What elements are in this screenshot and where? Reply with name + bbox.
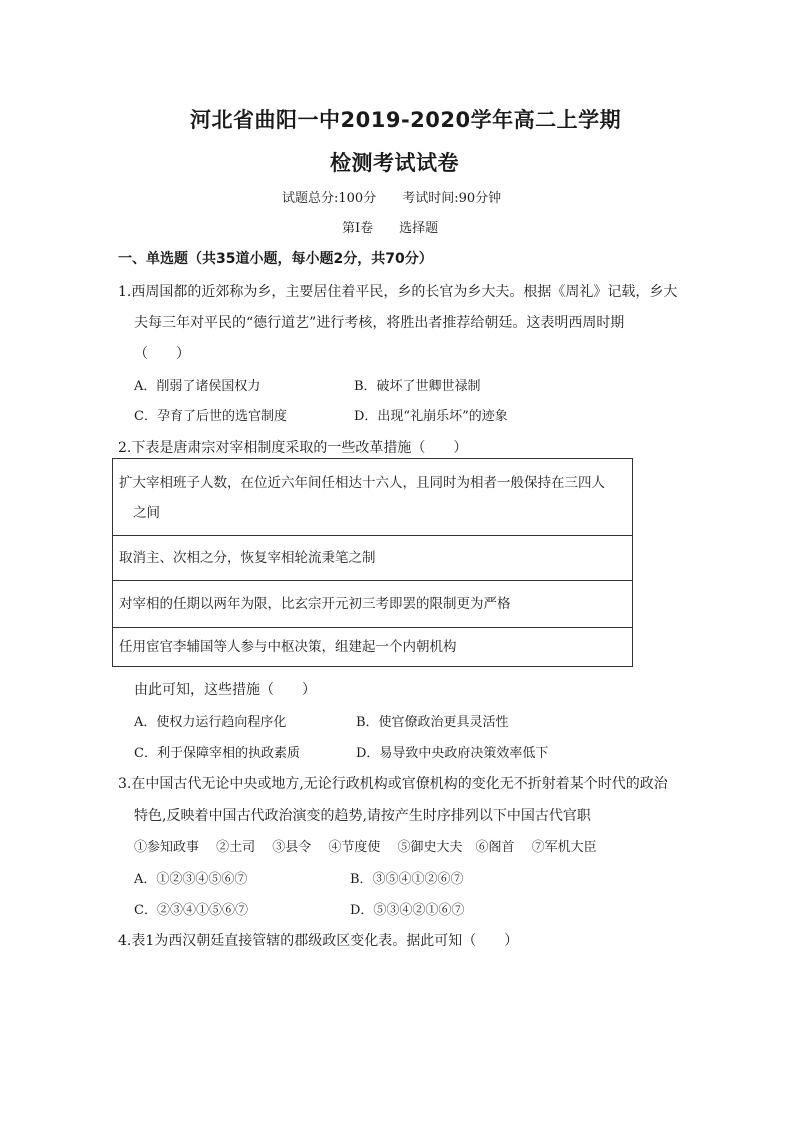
table-cell-text: 之间: [133, 505, 160, 521]
section-heading: 一、单选题（共35道小题，每小题2分，共70分）: [118, 251, 433, 267]
q3-stem-line1: 3.在中国古代无论中央或地方,无论行政机构或官僚机构的变化无不折射着某个时代的政治: [118, 776, 668, 792]
q2-option-b: B．使官僚政治更具灵活性: [356, 715, 509, 730]
table-cell: 对宰相的任期以两年为限，比玄宗开元初三考即罢的限制更为严格: [113, 581, 633, 628]
table-cell: 取消主、次相之分，恢复宰相轮流秉笔之制: [113, 536, 633, 581]
table-cell-text: 扩大宰相班子人数，在位近六年间任相达十六人，且同时为相者一般保持在三四人: [119, 475, 605, 491]
q1-option-c: C．孕育了后世的选官制度: [134, 409, 287, 424]
q4-stem: 4.表1为西汉朝廷直接管辖的郡级政区变化表。据此可知（ ）: [118, 933, 519, 949]
q2-option-c: C．利于保障宰相的执政素质: [134, 746, 300, 761]
table-row: [113, 459, 633, 536]
q3-items: ①参知政事 ②土司 ③县令 ④节度使 ⑤御史大夫 ⑥阁首 ⑦军机大臣: [134, 840, 597, 855]
reform-measures-table: [112, 458, 633, 667]
q3-option-b: B．③⑤④①②⑥⑦: [350, 872, 464, 887]
q2-option-a: A．使权力运行趋向程序化: [134, 715, 287, 730]
q1-option-d: D．出现“礼崩乐坏”的迹象: [354, 409, 508, 424]
q1-option-b: B．破坏了世卿世禄制: [354, 379, 481, 394]
q3-stem-line2: 特色,反映着中国古代政治演变的趋势,请按产生时序排列以下中国古代官职: [134, 808, 591, 824]
exam-title-line2: 检测考试试卷: [330, 151, 459, 175]
q3-option-d: D．⑤③④②①⑥⑦: [350, 903, 465, 918]
q2-option-d: D．易导致中央政府决策效率低下: [356, 746, 549, 761]
q3-option-c: C．②③④①⑤⑥⑦: [134, 903, 248, 918]
table-cell: 任用宦官李辅国等人参与中枢决策，组建起一个内朝机构: [113, 628, 633, 667]
q2-followup: 由此可知，这些措施（ ）: [134, 682, 316, 698]
q3-option-a: A．①②③④⑤⑥⑦: [134, 872, 248, 887]
q1-blank: （ ）: [134, 346, 190, 362]
table-row: [113, 536, 633, 581]
q1-stem-line2: 夫每三年对平民的“德行道艺”进行考核，将胜出者推荐给朝廷。这表明西周时期: [134, 315, 625, 331]
q1-stem-line1: 1.西周国都的近郊称为乡，主要居住着平民，乡的长官为乡大夫。根据《周礼》记载，乡大: [118, 284, 678, 300]
q1-option-a: A．削弱了诸侯国权力: [134, 379, 261, 394]
exam-title-line1: 河北省曲阳一中2019-2020学年高二上学期: [190, 108, 622, 132]
table-row: [113, 581, 633, 628]
table-row: [113, 628, 633, 667]
exam-meta: 试题总分:100分 考试时间:90分钟: [282, 191, 502, 206]
volume-label: 第Ⅰ卷 选择题: [342, 221, 439, 236]
table-cell: [113, 459, 633, 536]
q2-stem: 2.下表是唐肃宗对宰相制度采取的一些改革措施（ ）: [118, 440, 468, 456]
